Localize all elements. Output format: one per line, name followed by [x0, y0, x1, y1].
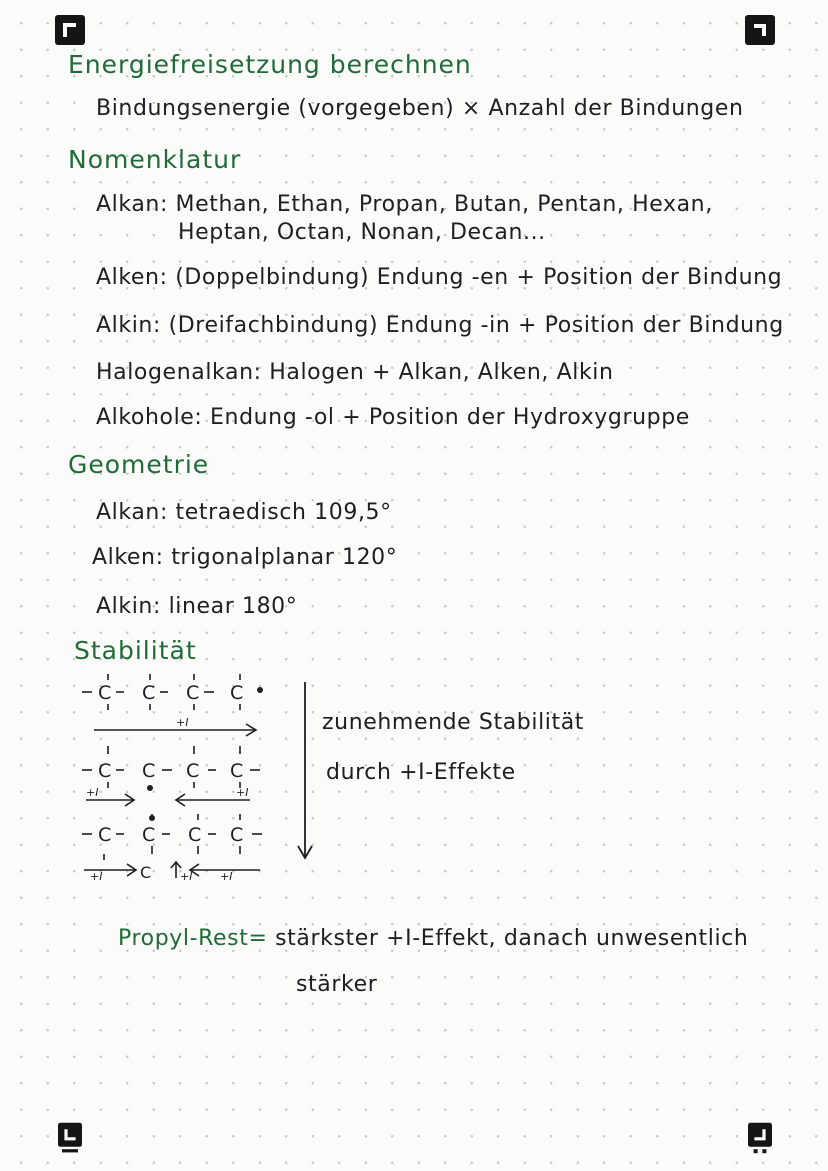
carbon-atom: C	[230, 760, 244, 782]
nomenclature-halogenalkan: Halogenalkan: Halogen + Alkan, Alken, Alkin	[96, 360, 614, 385]
geometry-alkan: Alkan: tetraedisch 109,5°	[96, 500, 392, 525]
corner-marker-bottom-right	[744, 1122, 776, 1154]
geometry-alkin: Alkin: linear 180°	[96, 594, 298, 619]
nomenclature-alken: Alken: (Doppelbindung) Endung -en + Position der Bindung	[96, 265, 783, 290]
plus-i-label: +I	[176, 716, 189, 729]
stability-heading: Stabilität	[74, 636, 197, 665]
carbon-atom: C	[142, 824, 156, 846]
plus-i-label: +I	[220, 870, 233, 883]
carbon-atom: C	[98, 682, 112, 704]
stability-text-line2: durch +I-Effekte	[326, 760, 516, 785]
carbon-atom: C	[140, 863, 152, 882]
energy-formula: Bindungsenergie (vorgegeben) × Anzahl der Bindungen	[96, 96, 744, 121]
geometry-heading: Geometrie	[68, 450, 210, 479]
geometry-alken: Alken: trigonalplanar 120°	[92, 545, 398, 570]
carbon-atom: C	[98, 824, 112, 846]
carbon-atom: C	[142, 760, 156, 782]
nomenclature-alkan-line2: Heptan, Octan, Nonan, Decan...	[178, 220, 546, 245]
carbon-atom: C	[142, 682, 156, 704]
corner-marker-top-left	[54, 14, 86, 46]
nomenclature-alkin: Alkin: (Dreifachbindung) Endung -in + Position der Bindung	[96, 313, 784, 338]
plus-i-label: +I	[180, 870, 193, 883]
stability-text-line1: zunehmende Stabilität	[322, 710, 585, 735]
carbon-atom: C	[186, 682, 200, 704]
propyl-rest-line	[118, 926, 748, 951]
inductive-effect-diagram	[80, 668, 280, 893]
carbon-atom: C	[98, 760, 112, 782]
increasing-stability-arrow	[290, 680, 320, 862]
nomenclature-heading: Nomenklatur	[68, 145, 242, 174]
propyl-rest-label: Propyl-Rest=	[118, 926, 268, 951]
corner-marker-top-right	[744, 14, 776, 46]
plus-i-label: +I	[90, 870, 103, 883]
carbon-atom: C	[186, 760, 200, 782]
nomenclature-alkohole: Alkohole: Endung -ol + Position der Hydroxygruppe	[96, 405, 690, 430]
propyl-rest-continuation: stärker	[296, 972, 378, 997]
carbon-atom: C	[188, 824, 202, 846]
energy-heading: Energiefreisetzung berechnen	[68, 50, 472, 79]
carbon-atom: C	[230, 824, 244, 846]
carbon-atom: C	[230, 682, 244, 704]
plus-i-label: +I	[236, 786, 249, 799]
corner-marker-bottom-left	[54, 1122, 86, 1154]
plus-i-label: +I	[86, 786, 99, 799]
nomenclature-alkan-line1: Alkan: Methan, Ethan, Propan, Butan, Pentan, Hexan,	[96, 192, 713, 217]
propyl-rest-text: stärkster +I-Effekt, danach unwesentlich	[275, 926, 749, 951]
